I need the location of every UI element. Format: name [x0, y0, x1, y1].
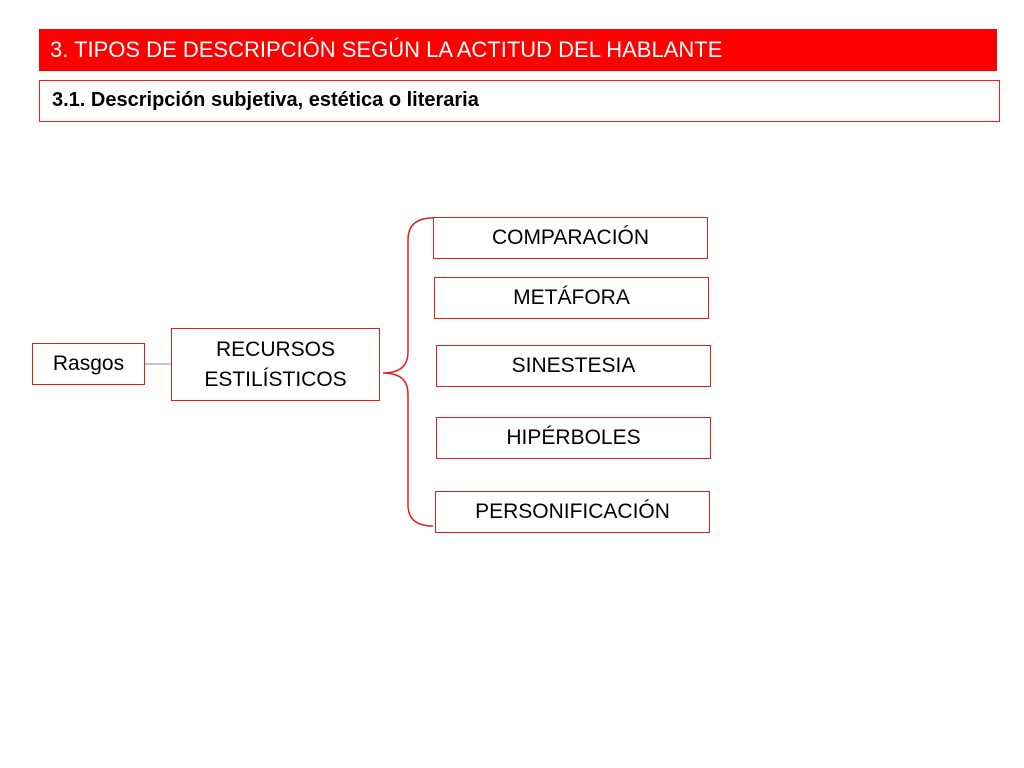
slide-subtitle: 3.1. Descripción subjetiva, estética o literaria [39, 80, 1000, 122]
recursos-estilisticos-box [171, 328, 380, 401]
curly-brace-connector [383, 218, 433, 526]
item-label: COMPARACIÓN [491, 226, 650, 249]
item-box-sinestesia [436, 345, 711, 387]
item-label: METÁFORA [513, 286, 630, 309]
category-label-line1: RECURSOS [215, 337, 336, 361]
item-label: PERSONIFICACIÓN [475, 500, 670, 523]
item-box-personificacion [435, 491, 710, 533]
category-label-line2: ESTILÍSTICOS [204, 367, 347, 391]
item-label: HIPÉRBOLES [506, 426, 641, 449]
slide-title: 3. TIPOS DE DESCRIPCIÓN SEGÚN LA ACTITUD DEL HABLANTE [39, 29, 997, 71]
rasgos-box [32, 343, 145, 385]
item-box-metafora [434, 277, 709, 319]
item-box-hiperboles [436, 417, 711, 459]
item-label: SINESTESIA [511, 354, 636, 377]
rasgos-label: Rasgos [52, 352, 125, 375]
item-box-comparacion [433, 217, 708, 259]
